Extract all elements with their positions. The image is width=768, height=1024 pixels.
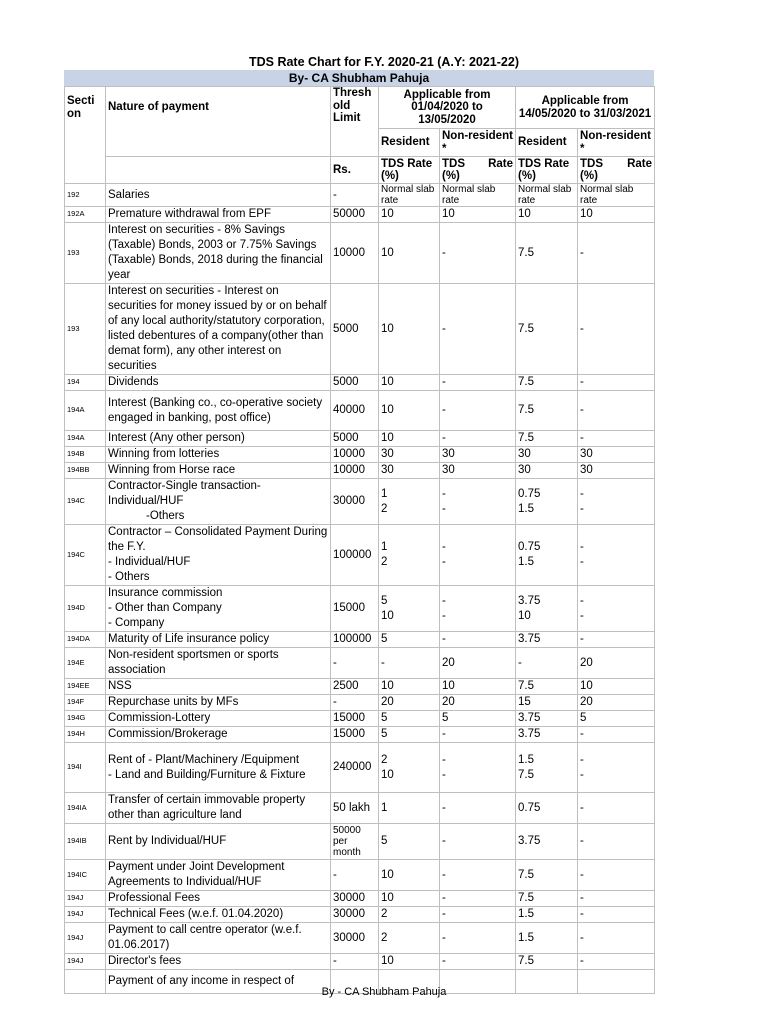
rate-value: - <box>442 487 446 500</box>
cell-rate-r1: 5 <box>379 632 440 648</box>
cell-rate-r1 <box>379 479 440 525</box>
cell-rate-n1: - <box>440 923 516 954</box>
cell-rate-r2: 7.5 <box>516 391 578 431</box>
cell-rate-r1: Normal slab rate <box>379 184 440 207</box>
cell-rate-r1: 30 <box>379 463 440 479</box>
table-row <box>65 954 655 970</box>
cell-rate-n2 <box>578 525 655 586</box>
cell-section: 194BB <box>65 463 106 479</box>
cell-threshold: - <box>331 648 379 679</box>
cell-rate-n2: - <box>578 375 655 391</box>
nature-line: Premature withdrawal from EPF <box>108 208 271 220</box>
cell-threshold: 15000 <box>331 586 379 632</box>
cell-rate-n1: 20 <box>440 695 516 711</box>
cell-threshold: 50 lakh <box>331 793 379 824</box>
cell-nature <box>106 586 331 632</box>
cell-nature <box>106 632 331 648</box>
table-row <box>65 679 655 695</box>
table-row <box>65 891 655 907</box>
rate-value: - <box>580 594 584 607</box>
nature-line: Interest (Any other person) <box>108 432 245 444</box>
cell-rate-n1: - <box>440 824 516 860</box>
nature-line: Technical Fees (w.e.f. 01.04.2020) <box>108 908 284 920</box>
cell-rate-r1: 5 <box>379 727 440 743</box>
cell-threshold: 30000 <box>331 923 379 954</box>
table-row <box>65 391 655 431</box>
nature-line: Salaries <box>108 188 150 201</box>
rate-value: 1.5 <box>518 502 535 515</box>
table-row <box>65 743 655 793</box>
cell-section: 194A <box>65 391 106 431</box>
rate-value: - <box>580 502 584 515</box>
cell-rate-r2: 7.5 <box>516 860 578 891</box>
rate-value: - <box>580 556 584 568</box>
cell-rate-n1: - <box>440 954 516 970</box>
nature-line: Non-resident sportsmen or sports association <box>108 649 279 676</box>
cell-section: 194E <box>65 648 106 679</box>
nature-line: Transfer of certain immovable property other than agriculture land <box>108 794 306 821</box>
cell-nature <box>106 207 331 223</box>
table-row <box>65 695 655 711</box>
cell-rate-r2: 7.5 <box>516 679 578 695</box>
cell-nature <box>106 907 331 923</box>
cell-rate-r2: 30 <box>516 447 578 463</box>
header-section: Secti on <box>65 87 106 184</box>
cell-section: 194J <box>65 954 106 970</box>
cell-nature <box>106 284 331 375</box>
cell-section: 194C <box>65 525 106 586</box>
cell-rate-r2: 7.5 <box>516 891 578 907</box>
table-row <box>65 923 655 954</box>
nature-line: - Other than Company <box>108 602 222 614</box>
cell-nature <box>106 711 331 727</box>
cell-rate-n2: - <box>578 727 655 743</box>
header-nature-blank <box>106 157 331 184</box>
table-row <box>65 431 655 447</box>
cell-rate-r2: 7.5 <box>516 954 578 970</box>
table-row <box>65 447 655 463</box>
cell-rate-n1: 10 <box>440 207 516 223</box>
cell-nature <box>106 391 331 431</box>
cell-rate-n2 <box>578 586 655 632</box>
header-resident-2: Resident <box>516 129 578 157</box>
cell-section: 194H <box>65 727 106 743</box>
cell-rate-r1: 20 <box>379 695 440 711</box>
rate-value: - <box>442 594 446 607</box>
cell-nature <box>106 679 331 695</box>
cell-section: 194IB <box>65 824 106 860</box>
header-tds-rate-nr-1: TDS Rate (%) <box>440 157 516 184</box>
nature-line: Contractor-Single transaction-Individual/HUF <box>108 480 261 507</box>
cell-rate-r1 <box>379 586 440 632</box>
header-tds-rate-2: TDS Rate (%) <box>516 157 578 184</box>
tds-rate-table <box>64 86 655 994</box>
nature-line: Payment to call centre operator (w.e.f. 01.06.2017) <box>108 924 302 951</box>
table-row <box>65 586 655 632</box>
nature-line: Winning from lotteries <box>108 448 220 460</box>
rate-value: - <box>442 609 446 622</box>
cell-rate-n1: - <box>440 375 516 391</box>
cell-rate-n2: - <box>578 284 655 375</box>
cell-nature <box>106 648 331 679</box>
cell-nature <box>106 447 331 463</box>
cell-rate-n2: - <box>578 391 655 431</box>
table-row <box>65 824 655 860</box>
cell-rate-r2: 7.5 <box>516 223 578 284</box>
cell-nature <box>106 860 331 891</box>
cell-rate-n2: - <box>578 223 655 284</box>
cell-rate-n1: - <box>440 860 516 891</box>
header-period-1: Applicable from 01/04/2020 to 13/05/2020 <box>379 87 516 129</box>
nature-line: - Company <box>108 617 165 629</box>
rate-value: - <box>442 753 446 766</box>
header-tds-rate-1: TDS Rate (%) <box>379 157 440 184</box>
cell-rate-r2: 1.5 <box>516 907 578 923</box>
cell-rate-r2: 3.75 <box>516 727 578 743</box>
cell-rate-n2: 20 <box>578 648 655 679</box>
table-row <box>65 479 655 525</box>
rate-value: 7.5 <box>518 768 535 781</box>
cell-threshold: 5000 <box>331 375 379 391</box>
cell-nature <box>106 743 331 793</box>
rate-value: 2 <box>381 502 388 515</box>
cell-nature <box>106 954 331 970</box>
header-period-2: Applicable from 14/05/2020 to 31/03/2021 <box>516 87 655 129</box>
cell-threshold: 240000 <box>331 743 379 793</box>
cell-threshold: - <box>331 695 379 711</box>
cell-rate-n2: - <box>578 860 655 891</box>
cell-nature <box>106 479 331 525</box>
cell-rate-n1: - <box>440 284 516 375</box>
table-row <box>65 207 655 223</box>
cell-rate-r2: 10 <box>516 207 578 223</box>
cell-nature <box>106 463 331 479</box>
cell-rate-n1: - <box>440 891 516 907</box>
cell-rate-r1: 5 <box>379 824 440 860</box>
table-row <box>65 632 655 648</box>
nature-line: Director's fees <box>108 955 182 967</box>
cell-section: 194B <box>65 447 106 463</box>
cell-rate-r1: 10 <box>379 375 440 391</box>
table-body <box>65 184 655 994</box>
cell-rate-r2: 7.5 <box>516 375 578 391</box>
cell-rate-r1: 10 <box>379 891 440 907</box>
cell-threshold: - <box>331 954 379 970</box>
header-tds-rate-nr-2: TDS Rate (%) <box>578 157 655 184</box>
cell-section: 194F <box>65 695 106 711</box>
cell-threshold: 5000 <box>331 431 379 447</box>
nature-line: -Others <box>146 510 185 522</box>
table-row <box>65 525 655 586</box>
cell-section: 194DA <box>65 632 106 648</box>
cell-rate-n2: - <box>578 954 655 970</box>
cell-section: 194C <box>65 479 106 525</box>
cell-threshold: 15000 <box>331 727 379 743</box>
cell-nature <box>106 695 331 711</box>
cell-threshold: 100000 <box>331 525 379 586</box>
cell-rate-r2 <box>516 525 578 586</box>
rate-value: 10 <box>381 609 394 622</box>
cell-threshold: 10000 <box>331 463 379 479</box>
cell-rate-n2: - <box>578 923 655 954</box>
header-rs: Rs. <box>331 157 379 184</box>
nature-line: - Land and Building/Furniture & Fixture <box>108 768 306 781</box>
cell-rate-r2: - <box>516 648 578 679</box>
cell-section: 192 <box>65 184 106 207</box>
header-nonresident-1: Non-resident * <box>440 129 516 157</box>
nature-line: Commission/Brokerage <box>108 728 228 740</box>
nature-line: - Individual/HUF <box>108 556 191 568</box>
cell-rate-n1: Normal slab rate <box>440 184 516 207</box>
cell-nature <box>106 923 331 954</box>
cell-rate-r1: 10 <box>379 207 440 223</box>
cell-rate-n1: - <box>440 223 516 284</box>
cell-rate-r2: 3.75 <box>516 824 578 860</box>
nature-line: NSS <box>108 680 132 692</box>
cell-threshold: 30000 <box>331 907 379 923</box>
cell-rate-r1: - <box>379 648 440 679</box>
nature-line: Interest on securities - 8% Savings (Taxable) Bonds, 2003 or 7.75% Savings (Taxable) Bonds, 2018 during the financial year <box>108 224 323 281</box>
rate-value: - <box>442 556 446 568</box>
nature-line: Winning from Horse race <box>108 464 236 476</box>
rate-value: 10 <box>381 768 394 781</box>
rate-value: 1 <box>381 487 388 500</box>
nature-line: Interest on securities - Interest on securities for money issued by or on behalf of any local authority/statutory corporation, listed debentures of a company(other than demat form), any other interest on securities <box>108 285 327 372</box>
nature-line: Maturity of Life insurance policy <box>108 633 270 645</box>
nature-line: - Others <box>108 571 150 583</box>
cell-section: 194 <box>65 375 106 391</box>
rate-value: 5 <box>381 594 388 607</box>
cell-section: 194D <box>65 586 106 632</box>
rate-value: 1 <box>381 541 388 553</box>
nature-line: Payment of any income in respect of <box>108 975 295 987</box>
cell-rate-n1: - <box>440 431 516 447</box>
cell-nature <box>106 375 331 391</box>
cell-rate-r2: 1.5 <box>516 923 578 954</box>
cell-rate-n2: - <box>578 891 655 907</box>
table-row <box>65 860 655 891</box>
cell-rate-r1: 5 <box>379 711 440 727</box>
rate-value: 10 <box>518 609 531 622</box>
nature-line: Rent of - Plant/Machinery /Equipment <box>108 753 300 766</box>
cell-rate-r2: 0.75 <box>516 793 578 824</box>
rate-value: 1.5 <box>518 753 535 766</box>
cell-rate-r2: 3.75 <box>516 711 578 727</box>
cell-rate-r1: 10 <box>379 431 440 447</box>
cell-rate-r1: 2 <box>379 907 440 923</box>
cell-rate-n1: - <box>440 391 516 431</box>
cell-rate-r1: 10 <box>379 860 440 891</box>
table-row <box>65 375 655 391</box>
cell-threshold: 50000 <box>331 207 379 223</box>
cell-section: 194J <box>65 891 106 907</box>
cell-rate-n2: 20 <box>578 695 655 711</box>
table-row <box>65 711 655 727</box>
cell-threshold: 30000 <box>331 479 379 525</box>
cell-nature <box>106 891 331 907</box>
cell-rate-n1: 10 <box>440 679 516 695</box>
cell-rate-n1: - <box>440 793 516 824</box>
cell-rate-r1: 10 <box>379 954 440 970</box>
cell-rate-n1 <box>440 586 516 632</box>
cell-nature <box>106 824 331 860</box>
cell-rate-n2: 5 <box>578 711 655 727</box>
cell-rate-n2: 10 <box>578 679 655 695</box>
cell-section: 194J <box>65 923 106 954</box>
rate-value: - <box>442 541 446 553</box>
header-nonresident-2: Non-resident * <box>578 129 655 157</box>
cell-section: 194IA <box>65 793 106 824</box>
cell-rate-r2: Normal slab rate <box>516 184 578 207</box>
cell-rate-r1 <box>379 525 440 586</box>
rate-value: - <box>580 609 584 622</box>
author-bar: By- CA Shubham Pahuja <box>64 70 654 86</box>
cell-rate-n2: 30 <box>578 447 655 463</box>
cell-section: 194J <box>65 907 106 923</box>
cell-rate-n2: 10 <box>578 207 655 223</box>
cell-rate-r1: 1 <box>379 793 440 824</box>
cell-nature <box>106 727 331 743</box>
rate-value: - <box>580 753 584 766</box>
cell-nature <box>106 793 331 824</box>
footer: By - CA Shubham Pahuja <box>321 986 447 998</box>
cell-threshold: - <box>331 860 379 891</box>
rate-value: 0.75 <box>518 487 541 500</box>
rate-value: 0.75 <box>518 541 541 553</box>
cell-rate-n2: - <box>578 824 655 860</box>
cell-rate-n2: Normal slab rate <box>578 184 655 207</box>
cell-section: 193 <box>65 284 106 375</box>
cell-rate-n1: - <box>440 727 516 743</box>
cell-threshold: 40000 <box>331 391 379 431</box>
cell-nature <box>106 525 331 586</box>
cell-section: 192A <box>65 207 106 223</box>
cell-threshold: 5000 <box>331 284 379 375</box>
cell-section: 194A <box>65 431 106 447</box>
cell-threshold: 30000 <box>331 891 379 907</box>
cell-rate-r1: 10 <box>379 284 440 375</box>
cell-section: 194IC <box>65 860 106 891</box>
table-row <box>65 793 655 824</box>
cell-nature <box>106 223 331 284</box>
cell-rate-r1: 10 <box>379 391 440 431</box>
header-threshold: Thresh old Limit <box>331 87 379 157</box>
cell-rate-n1 <box>440 525 516 586</box>
cell-rate-r2: 3.75 <box>516 632 578 648</box>
header-resident-1: Resident <box>379 129 440 157</box>
cell-threshold: 10000 <box>331 447 379 463</box>
nature-line: Repurchase units by MFs <box>108 696 239 708</box>
rate-value: - <box>580 541 584 553</box>
cell-threshold: 100000 <box>331 632 379 648</box>
cell-rate-n1: 20 <box>440 648 516 679</box>
table-row <box>65 223 655 284</box>
nature-line: Professional Fees <box>108 892 201 904</box>
rate-value: 2 <box>381 753 388 766</box>
cell-rate-n2: 30 <box>578 463 655 479</box>
cell-rate-n1: 30 <box>440 447 516 463</box>
cell-rate-r2: 30 <box>516 463 578 479</box>
nature-line: Rent by Individual/HUF <box>108 835 227 847</box>
cell-section: 194G <box>65 711 106 727</box>
rate-value: - <box>580 487 584 500</box>
table-row <box>65 284 655 375</box>
cell-rate-n1: - <box>440 632 516 648</box>
cell-rate-n2: - <box>578 907 655 923</box>
nature-line: Contractor – Consolidated Payment During the F.Y. <box>108 526 328 553</box>
table-row <box>65 907 655 923</box>
cell-rate-r1: 10 <box>379 223 440 284</box>
cell-nature <box>106 431 331 447</box>
nature-line: Dividends <box>108 376 159 388</box>
nature-line: Interest (Banking co., co-operative society engaged in banking, post office) <box>108 396 323 424</box>
cell-section: 194I <box>65 743 106 793</box>
cell-rate-n2 <box>578 479 655 525</box>
table-row <box>65 727 655 743</box>
rate-value: 1.5 <box>518 556 535 568</box>
cell-rate-n1: - <box>440 907 516 923</box>
cell-rate-n2: - <box>578 431 655 447</box>
cell-rate-r2: 7.5 <box>516 284 578 375</box>
cell-threshold: 50000 per month <box>331 824 379 860</box>
table-row <box>65 184 655 207</box>
cell-threshold: - <box>331 184 379 207</box>
cell-rate-n1: 5 <box>440 711 516 727</box>
table-row <box>65 648 655 679</box>
cell-rate-n2: - <box>578 793 655 824</box>
cell-rate-r2 <box>516 586 578 632</box>
rate-value: - <box>442 502 446 515</box>
cell-section: 193 <box>65 223 106 284</box>
cell-rate-n2: - <box>578 632 655 648</box>
nature-line: Commission-Lottery <box>108 712 211 724</box>
cell-nature <box>106 184 331 207</box>
table-row <box>65 463 655 479</box>
rate-value: - <box>442 768 446 781</box>
cell-rate-r1: 2 <box>379 923 440 954</box>
cell-rate-r2: 7.5 <box>516 431 578 447</box>
header-nature: Nature of payment <box>106 87 331 157</box>
cell-section: 194EE <box>65 679 106 695</box>
nature-line: Insurance commission <box>108 587 223 599</box>
cell-rate-r2 <box>516 479 578 525</box>
cell-rate-r1: 10 <box>379 679 440 695</box>
rate-value: 3.75 <box>518 594 541 607</box>
rate-value: 2 <box>381 556 388 568</box>
cell-rate-r1: 30 <box>379 447 440 463</box>
cell-threshold: 15000 <box>331 711 379 727</box>
cell-rate-r2: 15 <box>516 695 578 711</box>
nature-line: Payment under Joint Development Agreements to Individual/HUF <box>108 861 285 888</box>
cell-threshold: 2500 <box>331 679 379 695</box>
page-title: TDS Rate Chart for F.Y. 2020-21 (A.Y: 2021-22) <box>248 55 519 69</box>
cell-rate-n1: 30 <box>440 463 516 479</box>
cell-rate-r1 <box>379 743 440 793</box>
cell-rate-n2 <box>578 743 655 793</box>
cell-threshold: 10000 <box>331 223 379 284</box>
rate-value: - <box>580 768 584 781</box>
cell-rate-n1 <box>440 479 516 525</box>
cell-rate-n1 <box>440 743 516 793</box>
cell-rate-r2 <box>516 743 578 793</box>
